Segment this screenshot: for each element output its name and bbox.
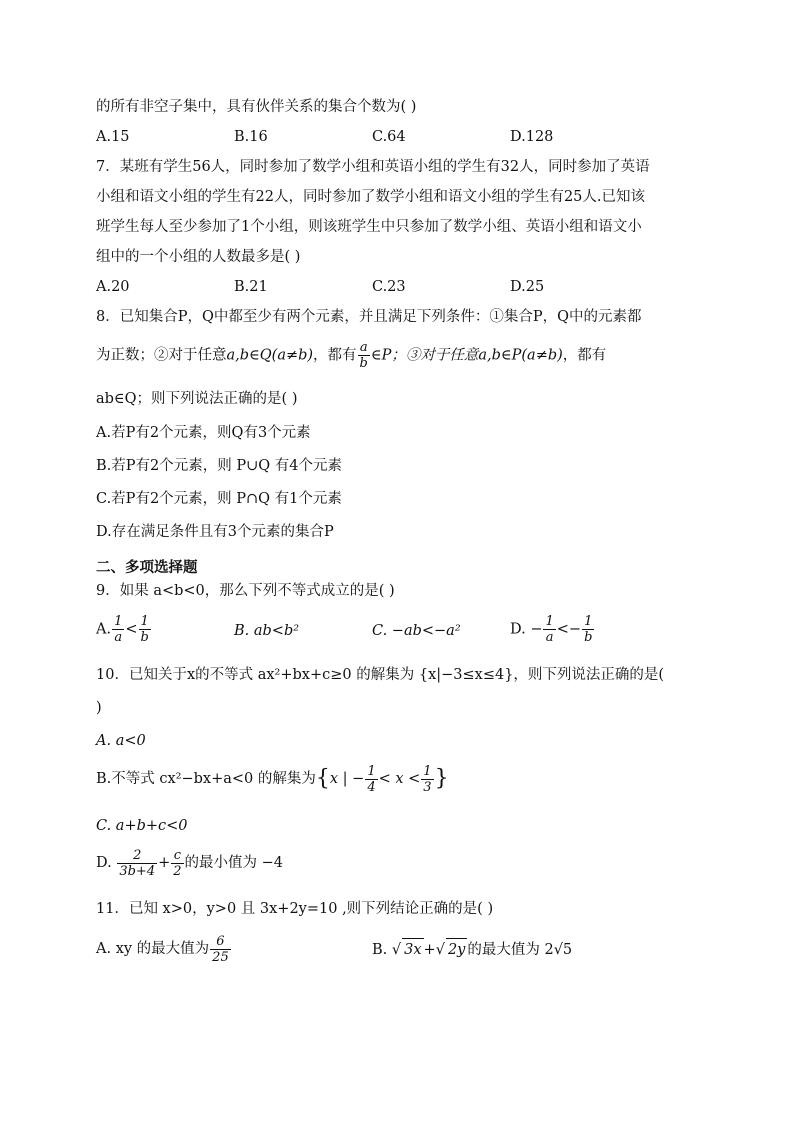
q9-d-label: D. − xyxy=(510,621,543,638)
q9-stem: 9．如果 a<b<0，那么下列不等式成立的是( ) xyxy=(96,583,395,599)
q10-option-d: D. $\frac{2}{3b+4}$ + $\frac{c}{2}$ 的最小值为 −4 xyxy=(96,847,284,879)
q8-fraction xyxy=(358,340,370,371)
q6-option-b: B.16 xyxy=(234,129,268,145)
q7-line-2: 小组和语文小组的学生有22人，同时参加了数学小组和语文小组的学生有25人.已知该 xyxy=(96,189,646,205)
section-heading: 二、多项选择题 xyxy=(96,560,198,576)
q8-math-3: a,b∈P(a≠b) xyxy=(478,347,563,364)
q8-option-a: A.若P有2个元素，则Q有3个元素 xyxy=(96,425,311,441)
q8-line-2 xyxy=(96,340,606,371)
q9-a-label: A. xyxy=(96,621,112,638)
q10-stem-2: ) xyxy=(96,700,102,716)
q10-option-a: A. a<0 xyxy=(96,733,146,749)
q8-frac-den: b xyxy=(359,356,368,371)
q7-option-b: B.21 xyxy=(234,279,268,295)
q6-stem-end: 的所有非空子集中，具有伙伴关系的集合个数为( ) xyxy=(96,99,417,115)
q6-option-d: D.128 xyxy=(510,129,554,145)
q8-option-c: C.若P有2个元素，则 P∩Q 有1个元素 xyxy=(96,491,342,507)
q9-option-b: B. ab<b² xyxy=(234,623,300,639)
q7-line-4: 组中的一个小组的人数最多是( ) xyxy=(96,249,301,265)
q9-option-a: A. $\frac{1}{a}$ < $\frac{1}{b}$ xyxy=(96,614,149,645)
q8-text-f: ，都有 xyxy=(562,347,607,364)
q8-option-b: B.若P有2个元素，则 P∪Q 有4个元素 xyxy=(96,458,342,474)
q6-option-c: C.64 xyxy=(372,129,406,145)
q8-line-3: ab∈Q；则下列说法正确的是( ) xyxy=(96,391,298,407)
q10-stem-1: 10．已知关于x的不等式 ax²+bx+c≥0 的解集为 {x|−3≤x≤4}，则下列说法正确的是( xyxy=(96,667,665,683)
q7-option-d: D.25 xyxy=(510,279,545,295)
q8-text-c: ，都有 xyxy=(313,347,357,364)
q8-option-d: D.存在满足条件且有3个元素的集合P xyxy=(96,524,334,540)
q7-line-3: 班学生每人至少参加了1个小组，则该班学生中只参加了数学小组、英语小组和语文小 xyxy=(96,219,642,235)
q11-b-label: B. xyxy=(372,942,388,958)
q7-line-1: 7．某班有学生56人，同时参加了数学小组和英语小组的学生有32人，同时参加了英语 xyxy=(96,159,650,175)
q7-option-a: A.20 xyxy=(96,279,130,295)
q10-option-b: B.不等式 cx²−bx+a<0 的解集为{x | − $\frac{1}{4}$ < x < $\frac{1}{3}$ } xyxy=(96,763,449,795)
q6-option-a: A.15 xyxy=(96,129,130,145)
q11-a-text: A. xy 的最大值为 xyxy=(96,941,210,957)
q8-math-1: a,b∈Q(a≠b) xyxy=(226,347,314,364)
q8-math-2: ∈P；③对于任意 xyxy=(370,347,479,364)
q8-frac-num: a xyxy=(358,340,370,356)
q10-option-c: C. a+b+c<0 xyxy=(96,818,188,834)
q11-b-text: 的最大值为 2√5 xyxy=(467,942,573,958)
q7-option-c: C.23 xyxy=(372,279,406,295)
q11-option-a: A. xy 的最大值为 $\frac{6}{25}$ xyxy=(96,933,229,965)
q9-option-c: C. −ab<−a² xyxy=(372,623,461,639)
q10-d-text: 的最小值为 −4 xyxy=(184,855,284,871)
q8-text-a: 为正数；②对于任意 xyxy=(96,347,227,364)
q8-line-1: 8．已知集合P，Q中都至少有两个元素，并且满足下列条件：①集合P，Q中的元素都 xyxy=(96,309,642,325)
q11-option-b: B. √ 3x +√ 2y 的最大值为 2√5 xyxy=(372,938,572,961)
q11-stem: 11．已知 x>0，y>0 且 3x+2y=10 ,则下列结论正确的是( ) xyxy=(96,901,494,917)
q9-option-d: D. − $\frac{1}{a}$ <− $\frac{1}{b}$ xyxy=(510,614,593,645)
q10-b-text: B.不等式 cx²−bx+a<0 的解集为 xyxy=(96,771,316,787)
